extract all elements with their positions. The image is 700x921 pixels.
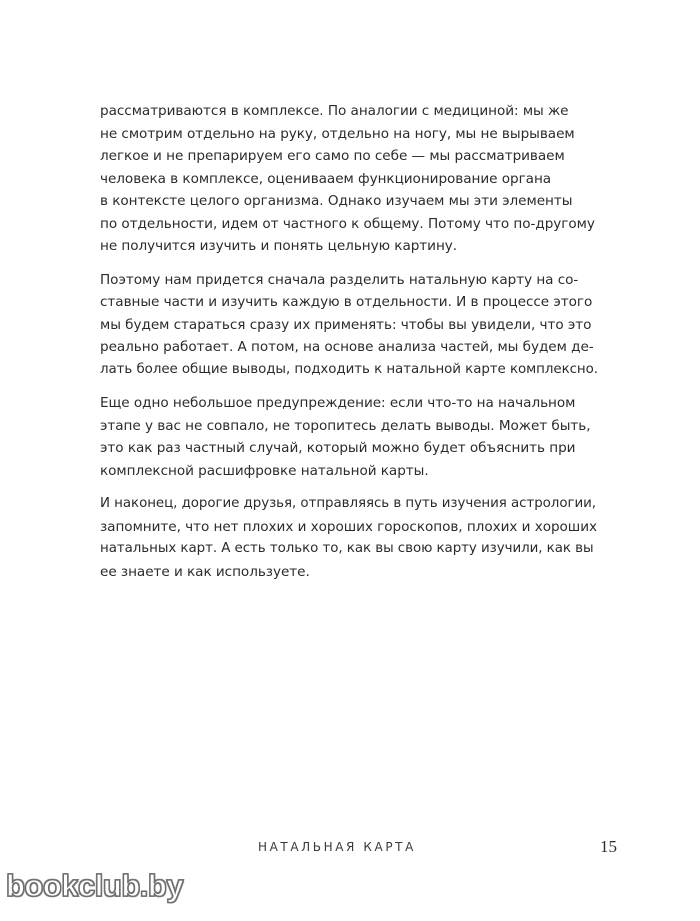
watermark-logo: bookclub.by — [6, 868, 184, 903]
text-line: мы будем стараться сразу их применять: чтобы вы увидели, что это — [100, 316, 592, 333]
text-line: Еще одно небольшое предупреждение: если что-то на начальном — [100, 395, 576, 411]
text-line: по отдельности, идем от частного к общему. Потому что по-другому — [100, 215, 595, 232]
paragraph-4 — [100, 493, 600, 583]
text-line: ставные части и изучить каждую в отдельности. И в процессе этого — [100, 294, 593, 310]
text-line: ее знаете и как используете. — [100, 563, 310, 580]
body-text — [100, 100, 600, 594]
text-line: не смотрим отдельно на руку, отдельно на ногу, мы не вырываем — [100, 125, 575, 142]
paragraph-3 — [100, 392, 600, 482]
text-line: Поэтому нам придется сначала разделить натальную карту на со- — [100, 271, 579, 288]
paragraph-1 — [100, 100, 600, 258]
paragraph-2 — [100, 269, 600, 382]
text-line: не получится изучить и понять цельную картину. — [100, 238, 458, 254]
text-line: лать более общие выводы, подходить к натальной карте комплексно. — [100, 361, 598, 377]
text-line: легкое и не препарируем его само по себе — мы рассматриваем — [100, 148, 565, 164]
text-line: И наконец, дорогие друзья, отправляясь в путь изучения астрологии, — [100, 496, 596, 511]
running-title: НАТАЛЬНАЯ КАРТА — [258, 840, 416, 854]
text-line: комплексной расшифровке натальной карты. — [100, 462, 429, 479]
text-line: в контексте целого организма. Однако изучаем мы эти элементы — [100, 193, 573, 209]
text-line: человека в комплексе, оценивааем функционирование органа — [100, 170, 552, 187]
page-number: 15 — [600, 837, 617, 856]
text-line: запомните, что нет плохих и хороших гороскопов, плохих и хороших — [100, 518, 597, 535]
text-line: этапе у вас не совпало, не торопитесь делать выводы. Может быть, — [100, 417, 591, 434]
text-line: рассматриваются в комплексе. По аналогии с медициной: мы же — [100, 103, 569, 119]
text-line: натальных карт. А есть только то, как вы свою карту изучили, как вы — [100, 541, 594, 556]
text-line: это как раз частный случай, который можно будет объяснить при — [100, 440, 576, 456]
text-line: реально работает. А потом, на основе анализа частей, мы будем де- — [100, 339, 594, 355]
